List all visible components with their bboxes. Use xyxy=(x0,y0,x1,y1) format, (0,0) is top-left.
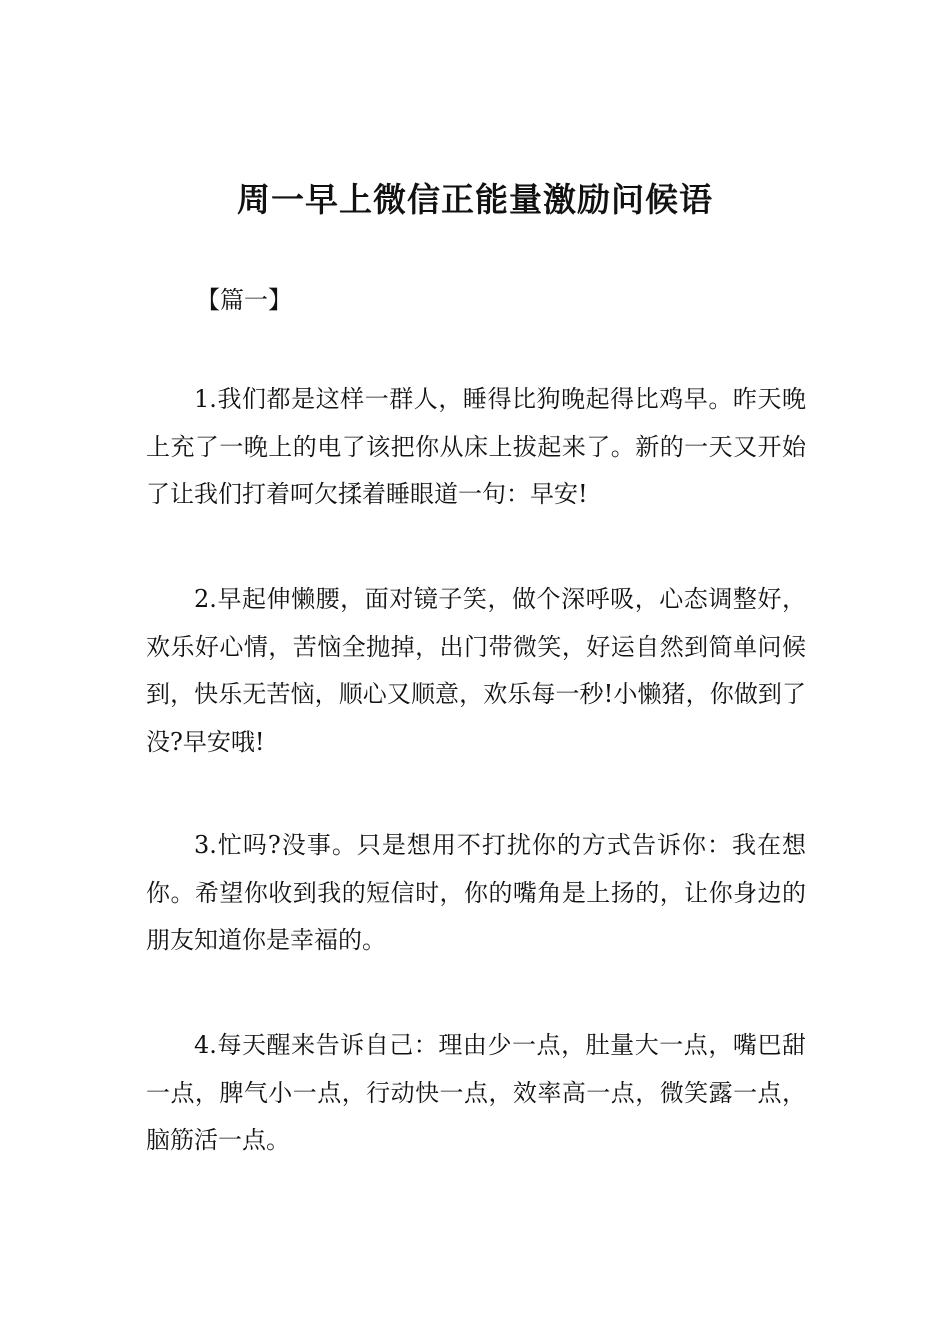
paragraph-4: 4.每天醒来告诉自己：理由少一点，肚量大一点，嘴巴甜一点，脾气小一点，行动快一点，效率高一点，微笑露一点，脑筋活一点。 xyxy=(146,1031,806,1154)
document-title: 周一早上微信正能量激励问候语 xyxy=(237,180,713,219)
paragraph-2: 2.早起伸懒腰，面对镜子笑，做个深呼吸，心态调整好，欢乐好心情，苦恼全抛掉，出门带微笑，好运自然到简单问候到，快乐无苦恼，顺心又顺意，欢乐每一秒!小懒猪，你做到了没?早安哦! xyxy=(146,585,806,756)
paragraph-3: 3.忙吗?没事。只是想用不打扰你的方式告诉你：我在想你。希望你收到我的短信时，你的嘴角是上扬的，让你身边的朋友知道你是幸福的。 xyxy=(146,831,806,954)
paragraph-1: 1.我们都是这样一群人，睡得比狗晚起得比鸡早。昨天晚上充了一晚上的电了该把你从床上拔起来了。新的一天又开始了让我们打着呵欠揉着睡眼道一句：早安! xyxy=(146,385,806,508)
section-label: 【篇一】 xyxy=(196,286,292,314)
